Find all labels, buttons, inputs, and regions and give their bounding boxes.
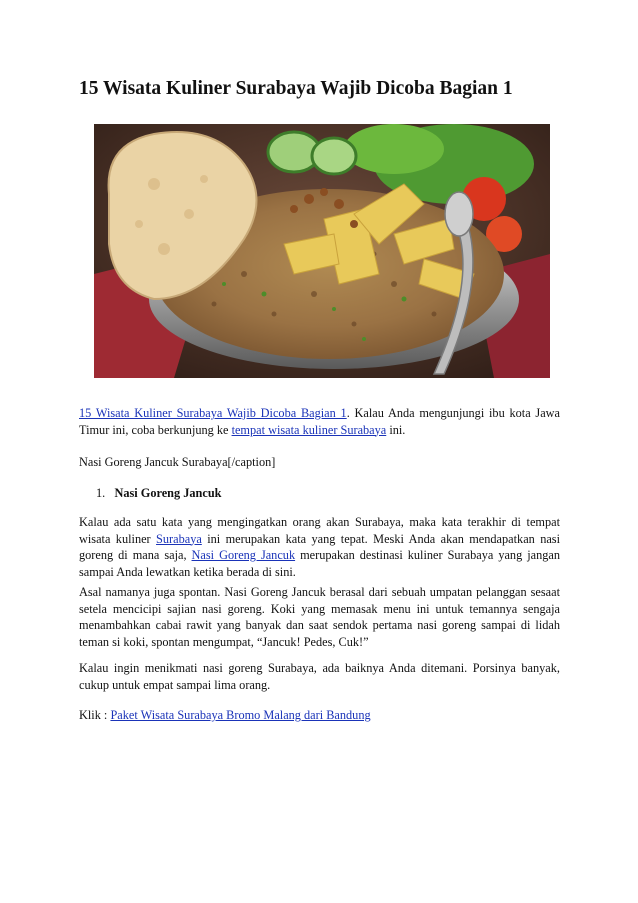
page-title: 15 Wisata Kuliner Surabaya Wajib Dicoba Bagian 1: [79, 78, 513, 99]
klik-line: [79, 707, 560, 724]
list-item-nasi-goreng-jancuk: [96, 485, 222, 502]
intro-link-tempat-wisata[interactable]: tempat wisata kuliner Surabaya: [231, 422, 387, 437]
intro-text-2: ini.: [386, 422, 406, 437]
paragraph-3: Kalau ingin menikmati nasi goreng Surabaya, ada baiknya Anda ditemani. Porsinya banyak, cukup untuk empat sampai lima orang.: [79, 661, 560, 692]
para1-link-surabaya[interactable]: Surabaya: [156, 531, 202, 546]
list-number: 1.: [96, 486, 106, 500]
intro-text-1: . Kalau Anda mengunjungi ibu kota Jawa Timur ini, coba berkunjung ke: [79, 406, 560, 437]
list-item-label: Nasi Goreng Jancuk: [114, 486, 222, 500]
paragraph-2: Asal namanya juga spontan. Nasi Goreng Jancuk berasal dari sebuah umpatan pelanggan sesaat setela mencicipi sajian nasi goreng. Koki yang memasak menu ini untuk temannya sengaja menambahkan cabai rawit yang banyak dan saat sendok pertama nasi goreng sampai di lidah teman si koki, spontan mengumpat, “Jancuk! Pedes, Cuk!”: [79, 585, 560, 649]
para1-text-1: Kalau ada satu kata yang mengingatkan orang akan Surabaya, maka kata terakhir di tempat wisata kuliner: [79, 515, 560, 546]
para1-text-2: ini merupakan kata yang tepat. Meski Anda akan mendapatkan nasi goreng di mana saja,: [79, 531, 560, 562]
klik-prefix: Klik :: [79, 708, 111, 722]
fried-rice-photo: [94, 124, 550, 378]
intro-paragraph: [79, 405, 560, 438]
paragraph-1: [79, 514, 560, 580]
klik-link-paket-wisata[interactable]: Paket Wisata Surabaya Bromo Malang dari Bandung: [110, 708, 371, 722]
para1-text-3: merupakan destinasi kuliner Surabaya yang jangan sampai Anda lewatkan ketika berada di sini.: [79, 548, 560, 579]
para1-link-nasi-goreng-jancuk[interactable]: Nasi Goreng Jancuk: [191, 548, 296, 562]
image-caption: Nasi Goreng Jancuk Surabaya[/caption]: [79, 455, 276, 469]
intro-link-article[interactable]: 15 Wisata Kuliner Surabaya Wajib Dicoba Bagian 1: [79, 406, 347, 420]
